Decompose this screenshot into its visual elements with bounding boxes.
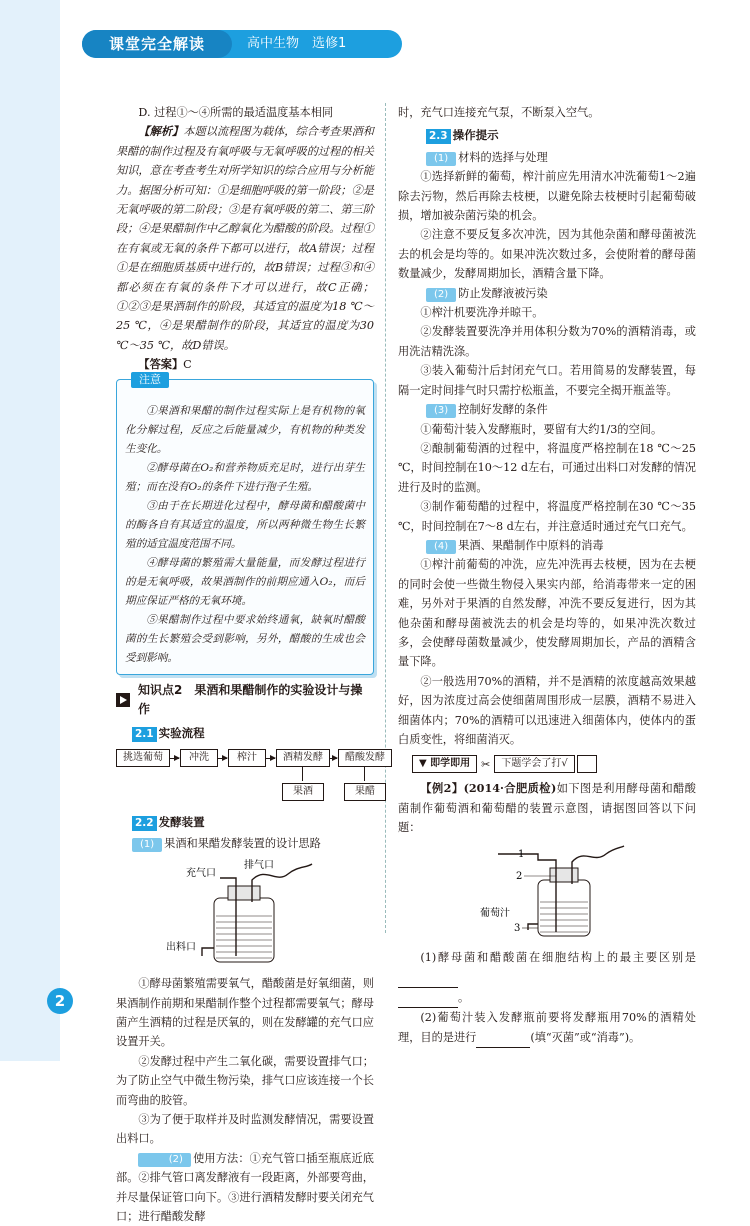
design-para: ①酵母菌繁殖需要氧气，醋酸菌是好氧细菌，则果酒制作前期和果醋制作整个过程都需要氧气；酵母菌产生酒精的过程是厌氧的，则在发酵罐的充气口应设置开关。 — [116, 977, 374, 1049]
item-number: (2) — [138, 1153, 191, 1167]
usage-para — [116, 1149, 374, 1226]
flow-product: 果醋 — [344, 783, 386, 801]
answer-blank[interactable] — [476, 1028, 530, 1048]
question-1-text: (1)酵母菌和醋酸菌在细胞结构上的最主要区别是 — [420, 951, 696, 965]
design-para: ③为了便于取样并及时监测发酵情况，需要设置出料口。 — [116, 1112, 374, 1146]
example-text: 如下图是利用酵母菌和醋酸菌制作葡萄酒和葡萄醋的装置示意图，请据图回答以下问题： — [398, 782, 696, 835]
item-number: (2) — [426, 288, 456, 302]
tip-heading-text: 防止发酵液被污染 — [458, 286, 548, 300]
tip-para: ②酿制葡萄酒的过程中，将温度严格控制在18 ℃～25 ℃，时间控制在10～12 d左右，可通过出料口对发酵的情况进行及时的监测。 — [398, 441, 696, 494]
tip-heading-text: 控制好发酵的条件 — [458, 403, 548, 417]
design-heading — [116, 834, 374, 853]
question-1 — [398, 948, 696, 988]
left-column — [116, 103, 385, 1226]
flow-step: 冲洗 — [180, 749, 218, 767]
label-outlet: 出料口 — [166, 941, 196, 953]
flow-step: 醋酸发酵 — [338, 749, 392, 767]
scissors-icon: ✂ — [481, 757, 491, 771]
note-item: ③由于在长期进化过程中，酵母菌和醋酸菌中的酶各自有其适宜的温度，所以两种微生物生长繁殖的适宜温度范围不同。 — [125, 499, 365, 550]
usage-text: 使用方法：①充气管口插至瓶底近底部。②排气管口离发酵液有一段距离，外部要弯曲，并尽量保证管口向下。③进行酒精发酵时要关闭充气口；进行醋酸发酵 — [116, 1151, 374, 1223]
answer-blank[interactable] — [398, 967, 458, 987]
subsection-badge: 2.1 — [132, 727, 157, 742]
subsection-badge: 2.3 — [426, 129, 451, 144]
tip-heading-text: 材料的选择与处理 — [458, 150, 548, 164]
question-2 — [398, 1008, 696, 1048]
subsection-title: 实验流程 — [158, 725, 205, 740]
tip-heading — [398, 400, 696, 419]
flow-arrow — [217, 758, 227, 759]
tip-para: ①选择新鲜的葡萄，榨汁前应先用清水冲洗葡萄1～2遍除去污物，然后再除去枝梗，以避免除去枝梗时引起葡萄破损，增加被杂菌污染的机会。 — [398, 170, 696, 223]
tip-para: ②一般选用70%的酒精，并不是酒精的浓度越高效果越好，因为浓度过高会使细菌周围形成一层膜，酒精不易进入细菌体内；70%的酒精可以迅速进入细菌体内，使体内的蛋白质变性，将细菌消灭。 — [398, 674, 696, 746]
practice-label: ▼ 即学即用 — [412, 755, 477, 773]
fermentation-apparatus-figure — [116, 856, 374, 972]
example-apparatus-figure — [398, 840, 696, 946]
flow-arrow — [265, 758, 275, 759]
page-side-band — [0, 0, 60, 1061]
note-item: ④酵母菌的繁殖需大量能量，而发酵过程进行的是无氧呼吸，故果酒制作的前期应通入O₂，而后期应保证严格的无氧环境。 — [125, 556, 365, 607]
note-item: ②酵母菌在O₂和营养物质充足时，进行出芽生殖；而在没有O₂的条件下进行孢子生殖。 — [125, 461, 365, 493]
subsection-2-3 — [426, 126, 696, 145]
label-inlet: 充气口 — [186, 867, 216, 879]
page-header — [60, 28, 750, 60]
note-item: ①果酒和果醋的制作过程实际上是有机物的氧化分解过程，反应之后能量减少，有机物的种类发生变化。 — [125, 404, 365, 455]
flow-product: 果酒 — [282, 783, 324, 801]
flow-step: 挑选葡萄 — [116, 749, 170, 767]
subsection-title: 发酵装置 — [158, 814, 205, 829]
question-1-tail — [398, 988, 696, 1008]
tip-para: ①榨汁前葡萄的冲洗，应先冲洗再去枝梗，因为在去梗的同时会使一些微生物侵入果实内部，给消毒带来一定的困难，另外对于果酒的自然发酵，冲洗不要反复进行，因为其他杂菌和酵母菌被洗去的机会是均等的，如果冲洗次数过多，会使酵母菌数量减少，使发酵周期加长，产品的酒精含量下降。 — [398, 558, 696, 669]
analysis-text: 本题以流程图为载体，综合考查果酒和果醋的制作过程及有氧呼吸与无氧呼吸的过程的相关知识，意在考查考生对所学知识的综合应用与分析能力。据图分析可知：①是细胞呼吸的第一阶段；②是无氧呼吸的第二阶段；③是有氧呼吸的第二、第三阶段；④是果醋制作中乙醇氧化为醋酸的阶段。过程①在有氧或无氧的条件下都可以进行，故A错误；过程①是在细胞质基质中进行的，故B错误；过程③和④都必须在有氧的条件下才可以进行，故C正确；①②③是果酒制作的阶段，其适宜的温度为18 ℃～25 ℃，④是果醋制作的阶段，其适宜的温度为30 ℃～35 ℃，故D错误。 — [116, 125, 374, 352]
item-number: (1) — [132, 838, 162, 852]
continued-text: 时，充气口连接充气泵，不断泵入空气。 — [398, 106, 600, 119]
section-title-text: 知识点2 果酒和果醋制作的实验设计与操作 — [137, 682, 363, 717]
design-heading-text: 果酒和果醋发酵装置的设计思路 — [164, 837, 321, 851]
flow-diagram — [116, 747, 385, 809]
answer-value: C — [183, 358, 192, 372]
fig-label-1: 1 — [518, 848, 525, 860]
tip-para: ①葡萄汁装入发酵瓶时，要留有大约1/3的空间。 — [420, 422, 663, 436]
question-2-hint: (填“灭菌”或“消毒”)。 — [530, 1030, 641, 1044]
item-number: (3) — [426, 404, 456, 418]
tip-heading — [398, 284, 696, 303]
note-item: ⑤果醋制作过程中要求始终通氧，缺氧时醋酸菌的生长繁殖会受到影响，另外，醋酸的生成也会受到影响。 — [125, 613, 365, 664]
tip-heading-text: 果酒、果醋制作中原料的消毒 — [458, 538, 604, 552]
flow-connector — [364, 767, 365, 781]
answer-label: 【答案】 — [138, 357, 184, 372]
subsection-badge: 2.2 — [132, 816, 157, 831]
header-pill — [82, 30, 402, 58]
answer-blank[interactable] — [398, 988, 458, 1008]
tip-heading — [398, 148, 696, 167]
question-1-end: 。 — [458, 990, 470, 1004]
check-box[interactable] — [577, 755, 597, 773]
tip-para: ②注意不要反复多次冲洗，因为其他杂菌和酵母菌被洗去的机会是均等的。如果冲洗次数过多，会使附着的酵母菌数量减少，发酵周期加长，酒精含量下降。 — [398, 228, 696, 281]
book-title: 课堂完全解读 — [82, 30, 232, 58]
flow-arrow — [169, 758, 179, 759]
tip-para: ③制作葡萄醋的过程中，将温度严格控制在30 ℃～35 ℃，时间控制在7～8 d左右，并注意适时通过充气口充气。 — [398, 500, 696, 533]
example-drawing — [398, 840, 696, 940]
subject-label: 高中生物 选修1 — [247, 36, 347, 51]
section-title — [116, 681, 374, 720]
section-arrow-icon — [116, 693, 130, 707]
fig-label-juice: 葡萄汁 — [480, 907, 510, 919]
option-d: D. 过程①～④所需的最适温度基本相同 — [138, 106, 334, 119]
check-prompt: 下题学会了打√ — [494, 755, 574, 773]
analysis-label: 【解析】 — [138, 124, 184, 139]
flow-step: 榨汁 — [228, 749, 266, 767]
tip-heading — [398, 536, 696, 555]
question-2-text: (2)葡萄汁装入发酵瓶前要将发酵瓶用70%的酒精处理，目的是进行 — [398, 1011, 696, 1044]
item-number: (4) — [426, 540, 456, 554]
flow-arrow — [329, 758, 337, 759]
flow-connector — [302, 767, 303, 781]
note-box — [116, 372, 374, 675]
example-intro — [398, 779, 696, 837]
analysis — [116, 122, 374, 355]
right-column — [398, 103, 696, 1048]
tip-para: ①榨汁机要洗净并晾干。 — [420, 306, 544, 320]
example-label: 【例2】 — [420, 781, 464, 796]
example-source: (2014·合肥质检) — [463, 781, 557, 796]
tip-para: ②发酵装置要洗净并用体积分数为70%的酒精消毒，或用洗洁精洗涤。 — [398, 325, 696, 358]
subsection-2-1 — [132, 724, 374, 743]
flow-step: 酒精发酵 — [276, 749, 330, 767]
fig-label-3: 3 — [514, 922, 521, 934]
subsection-title: 操作提示 — [452, 128, 499, 143]
item-number: (1) — [426, 152, 456, 166]
column-divider — [385, 103, 386, 933]
fig-label-2: 2 — [516, 870, 523, 882]
practice-bar — [412, 755, 696, 773]
design-para: ②发酵过程中产生二氧化碳，需要设置排气口；为了防止空气中微生物污染，排气口应该连接一个长而弯曲的胶管。 — [116, 1054, 374, 1107]
note-tag: 注意 — [131, 372, 169, 388]
tip-para: ③装入葡萄汁后封闭充气口。若用简易的发酵装置，每隔一定时间排气时只需拧松瓶盖，不要完全揭开瓶盖等。 — [398, 364, 696, 397]
apparatus-drawing — [116, 856, 374, 966]
subsection-2-2 — [132, 813, 374, 832]
label-exhaust: 排气口 — [244, 859, 274, 871]
page-number: 2 — [47, 988, 73, 1014]
